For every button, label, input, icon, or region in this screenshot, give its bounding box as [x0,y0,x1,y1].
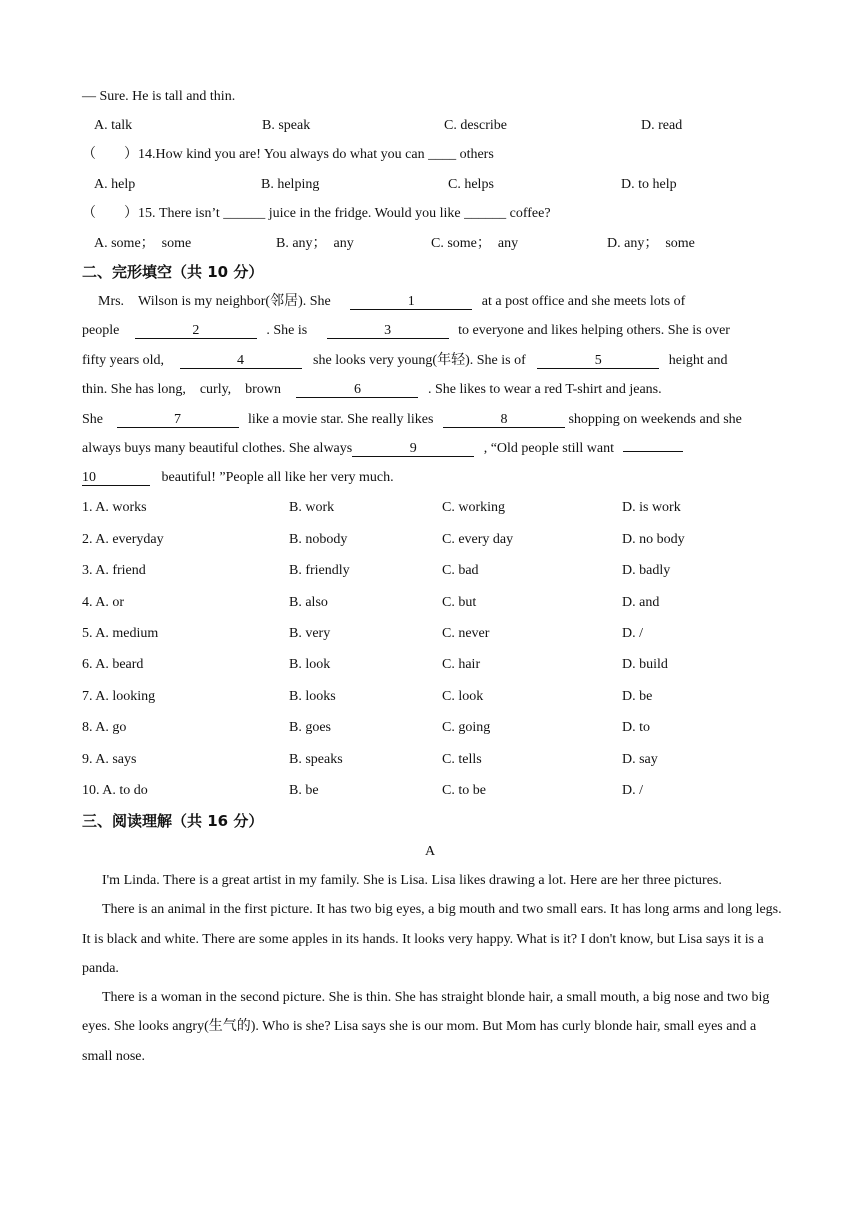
cloze-text: thin. She has long, curly, brown [82,382,281,397]
option-7b: B. looks [289,689,336,704]
q14-option-b: B. helping [261,177,320,192]
q15-answer-paren: （ ） [82,206,138,221]
q13-option-c: C. describe [444,118,507,133]
reading-passage [82,866,782,1071]
q15-stem-text-3: coffee? [506,206,551,221]
cloze-blank-9: 9 [352,441,474,457]
option-8b: B. goes [289,720,331,735]
option-10b: B. be [289,783,319,798]
q15-option-b: B. any； any [276,236,354,251]
reading-paragraph-2: There is an animal in the first picture. It has two big eyes, a big mouth and two small ears. It has long arms and long legs. It is black and white. There are some apples in its hands. It looks very happy. What is it? I don't know, but Lisa says it is a panda. [82,902,782,976]
cloze-line-1 [98,293,685,311]
option-6c: C. hair [442,657,481,672]
q14-option-d: D. to help [621,177,677,192]
option-9a: 9. A. says [82,752,137,767]
option-4b: B. also [289,595,328,610]
option-9b: B. speaks [289,752,343,767]
cloze-blank-5: 5 [537,353,659,369]
cloze-text: she looks very young(年轻). She is of [313,353,526,368]
reading-paragraph-3: There is a woman in the second picture. She is thin. She has straight blonde hair, a small mouth, a big nose and two big eyes. She looks angry(生气的). Who is she? Lisa says she is our mom. But Mom has curly blonde hair, small eyes and a small nose. [82,990,770,1064]
q13-option-d: D. read [641,118,683,133]
q14-answer-paren: （ ） [82,147,138,162]
option-2d: D. no body [622,532,685,547]
option-3b: B. friendly [289,563,350,578]
option-5d: D. / [622,626,643,641]
option-1d: D. is work [622,500,681,515]
reading-paragraph-1: I'm Linda. There is a great artist in my family. She is Lisa. Lisa likes drawing a lot. Here are her three pictures. [102,873,722,888]
option-10c: C. to be [442,783,486,798]
cloze-text: She [82,412,103,427]
cloze-blank-6: 6 [296,382,418,398]
cloze-text: , “Old people still want [483,441,614,456]
option-1c: C. working [442,500,505,515]
option-7a: 7. A. looking [82,689,156,704]
cloze-line-5 [82,411,742,429]
cloze-text: like a movie star. She really likes [248,412,434,427]
q15-option-d: D. any； some [607,236,695,251]
q15-stem-blank-1: ______ [223,206,266,221]
cloze-blank-8: 8 [443,412,565,428]
option-2a: 2. A. everyday [82,532,164,547]
cloze-line-4 [82,381,662,399]
q13-answer-line: — Sure. He is tall and thin. [82,89,236,104]
cloze-text: height and [668,353,728,368]
q15-option-c: C. some； any [431,236,519,251]
option-8c: C. going [442,720,491,735]
q15-option-a: A. some； some [94,236,192,251]
q13-option-a: A. talk [94,118,133,133]
option-7c: C. look [442,689,484,704]
cloze-text: fifty years old, [82,353,165,368]
q14-option-a: A. help [94,177,136,192]
q14-stem-blank: ____ [428,147,457,162]
option-6a: 6. A. beard [82,657,144,672]
option-1b: B. work [289,500,335,515]
cloze-line-6 [82,440,683,458]
passage-label: A [424,844,436,859]
option-5b: B. very [289,626,331,641]
q14-stem-text-1: 14.How kind you are! You always do what you can [138,147,429,162]
cloze-text: people [82,323,120,338]
option-7d: D. be [622,689,653,704]
cloze-text: always buys many beautiful clothes. She always [82,441,353,456]
option-1a: 1. A. works [82,500,147,515]
q15-stem-text-2: juice in the fridge. Would you like [265,206,465,221]
q15-stem-blank-2: ______ [464,206,507,221]
cloze-text: beautiful! ”People all like her very much. [161,470,394,485]
q13-option-b: B. speak [262,118,311,133]
section-3-heading: 三、阅读理解（共 16 分） [82,812,264,830]
cloze-blank-2: 2 [135,323,257,339]
q15-stem [82,205,551,223]
q15-stem-text-1: 15. There isn’t [138,206,224,221]
option-8a: 8. A. go [82,720,127,735]
option-6b: B. look [289,657,331,672]
q14-stem-text-2: others [456,147,494,162]
cloze-blank-3: 3 [327,323,449,339]
option-3c: C. bad [442,563,479,578]
cloze-text: . She is [266,323,308,338]
option-2b: B. nobody [289,532,348,547]
option-2c: C. every day [442,532,514,547]
option-6d: D. build [622,657,668,672]
cloze-text: at a post office and she meets lots of [481,294,686,309]
cloze-blank-4: 4 [180,353,302,369]
cloze-text: Mrs. Wilson is my neighbor(邻居). She [98,294,331,309]
option-5a: 5. A. medium [82,626,159,641]
option-9d: D. say [622,752,658,767]
cloze-text: shopping on weekends and she [568,412,742,427]
option-5c: C. never [442,626,490,641]
q14-stem [82,146,494,164]
cloze-blank-10: 10 [82,470,150,486]
section-2-heading: 二、完形填空（共 10 分） [82,263,264,281]
cloze-text: . She likes to wear a red T-shirt and jeans. [427,382,662,397]
cloze-blank-1: 1 [350,294,472,310]
cloze-line-3 [82,352,727,370]
option-3d: D. badly [622,563,671,578]
cloze-text: to everyone and likes helping others. She is over [458,323,730,338]
option-8d: D. to [622,720,650,735]
option-10d: D. / [622,783,643,798]
option-10a: 10. A. to do [82,783,148,798]
cloze-line-2 [82,322,730,340]
option-4d: D. and [622,595,660,610]
cloze-line-7 [82,469,394,487]
option-3a: 3. A. friend [82,563,146,578]
cloze-blank-10-start [623,451,683,452]
q14-option-c: C. helps [448,177,494,192]
option-4a: 4. A. or [82,595,124,610]
cloze-blank-7: 7 [117,412,239,428]
option-9c: C. tells [442,752,482,767]
option-4c: C. but [442,595,477,610]
